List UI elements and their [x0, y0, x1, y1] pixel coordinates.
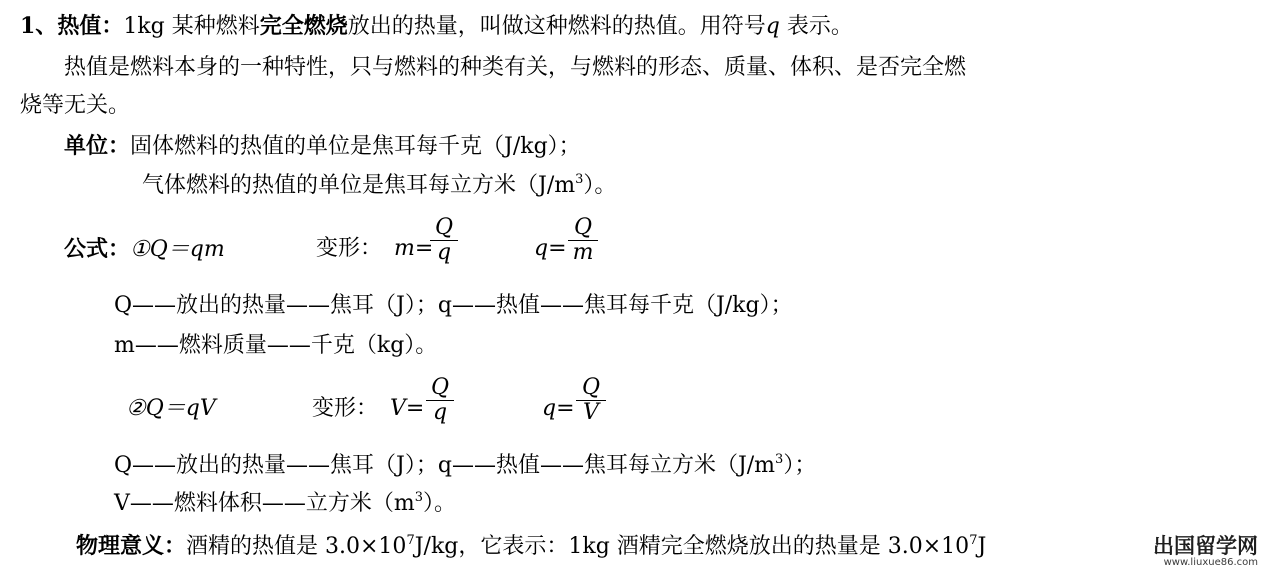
watermark	[1153, 535, 1258, 569]
fraction-denominator: q	[436, 240, 452, 265]
formula-1-definition-1: Q——放出的热量——焦耳（J）；q——热值——焦耳每千克（J/kg）；	[114, 293, 793, 318]
formula-2-definition-1-exponent: 3	[775, 452, 784, 467]
unit-gas-text: 气体燃料的热值的单位是焦耳每立方米（J/m	[142, 173, 576, 198]
physical-meaning-text-1: 酒精的热值是 3.0×10	[186, 534, 407, 559]
exponent: 7	[406, 533, 415, 548]
formula-2-definition-2-text: V——燃料体积——立方米（m	[114, 491, 415, 516]
watermark-url: www.liuxue86.com	[1163, 557, 1258, 568]
fraction-numerator: Q	[581, 375, 601, 400]
formula-1-lhs1: m=	[394, 236, 434, 261]
fraction-q-over-v	[576, 376, 606, 425]
formula-1-deform-label: 变形：	[316, 236, 383, 261]
formula-2-definition-2	[114, 491, 456, 517]
definition-text-3: 表示。	[779, 14, 853, 39]
section-number: 1、	[20, 13, 58, 39]
fraction-numerator: Q	[434, 215, 454, 240]
definition-text-2: 放出的热量，叫做这种燃料的热值。用符号	[347, 14, 766, 39]
formula-1-main: ①Q＝qm	[130, 237, 225, 262]
formula-2-lhs2: q=	[542, 396, 575, 421]
unit-gas-exponent: 3	[575, 172, 584, 187]
fraction-denominator: V	[583, 400, 599, 425]
unit-gas-line	[142, 173, 616, 199]
formula-2-deform-label: 变形：	[312, 396, 379, 421]
fraction-q-over-m	[568, 216, 598, 265]
formula-2-definition-2-exponent: 3	[414, 490, 424, 505]
property-line-1: 热值是燃料本身的一种特性，只与燃料的种类有关，与燃料的形态、质量、体积、是否完全燃	[64, 55, 967, 80]
section-title: 热值：	[57, 13, 124, 39]
fraction-numerator: Q	[430, 375, 450, 400]
formula-1-lhs2: q=	[534, 236, 567, 261]
exponent: 7	[969, 533, 978, 548]
unit-solid-line	[64, 133, 581, 160]
physical-meaning-text-3: J	[977, 534, 987, 559]
formula-1-definition-2: m——燃料质量——千克（kg）。	[114, 333, 438, 358]
fraction-q-over-q	[430, 216, 458, 265]
formula-2-lhs1: V=	[390, 396, 425, 421]
formula-1-label	[64, 236, 225, 263]
fraction-denominator: q	[432, 400, 448, 425]
unit-label: 单位：	[64, 133, 131, 159]
formula-2-definition-1-text: Q——放出的热量——焦耳（J）；q——热值——焦耳每立方米（J/m	[114, 453, 776, 478]
physical-meaning-text-2: J/kg，它表示：1kg 酒精完全燃烧放出的热量是 3.0×10	[414, 534, 970, 559]
unit-solid-text: 固体燃料的热值的单位是焦耳每千克（J/kg）；	[130, 134, 581, 159]
physical-meaning-line	[76, 533, 986, 560]
formula-2-main: ②Q＝qV	[126, 396, 216, 421]
watermark-text: 出国留学网	[1153, 534, 1258, 558]
definition-line	[20, 13, 853, 40]
formula-2-definition-2-end: ）。	[423, 491, 457, 516]
fraction-q-over-q-2	[426, 376, 454, 425]
complete-combustion-term: 完全燃烧	[259, 13, 348, 39]
unit-gas-end: ）。	[583, 173, 617, 198]
fraction-denominator: m	[572, 240, 594, 265]
formula-2-definition-1	[114, 453, 816, 479]
formula-label: 公式：	[64, 236, 131, 262]
physical-meaning-label: 物理意义：	[76, 533, 187, 559]
property-line-2: 烧等无关。	[20, 93, 131, 118]
definition-text: 1kg 某种燃料	[123, 14, 260, 39]
fraction-numerator: Q	[573, 215, 593, 240]
formula-2-definition-1-end: ）；	[783, 453, 817, 478]
symbol-q: q	[765, 14, 780, 39]
